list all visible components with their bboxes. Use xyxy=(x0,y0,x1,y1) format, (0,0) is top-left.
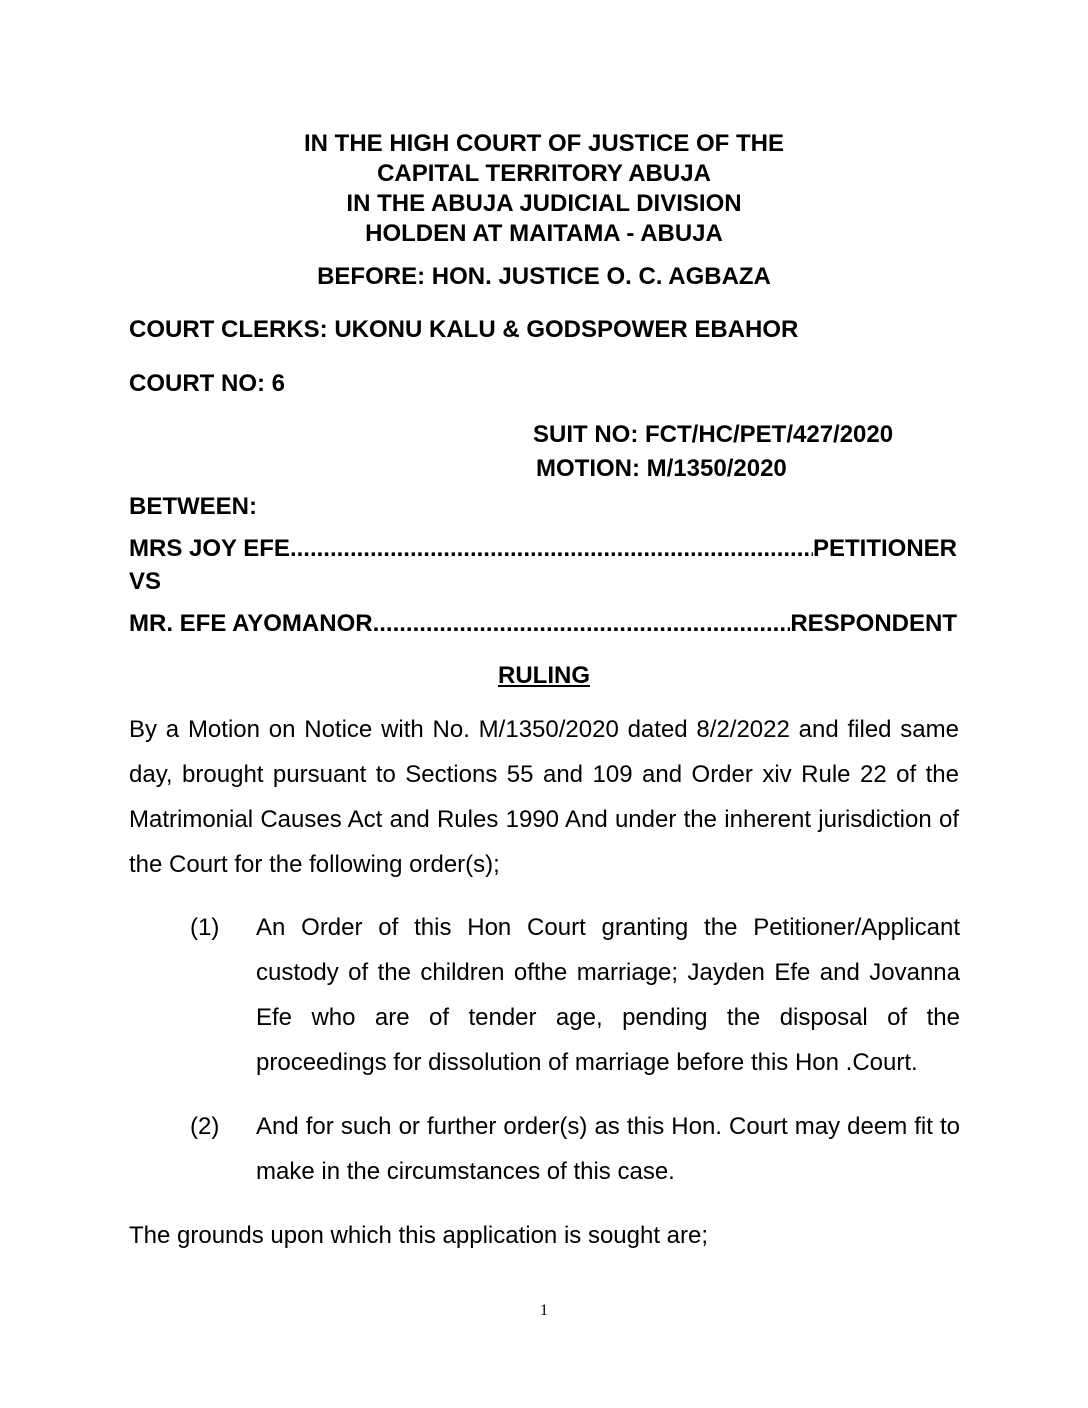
court-heading xyxy=(0,129,1088,249)
motion-number: MOTION: M/1350/2020 xyxy=(536,455,787,482)
petitioner-name: MRS JOY EFE xyxy=(129,535,290,562)
order-text: And for such or further order(s) as this Hon. Court may deem fit to make in the circumstances of this case. xyxy=(256,1113,960,1185)
order-number: (2) xyxy=(190,1113,220,1140)
versus-label: VS xyxy=(129,568,162,595)
between-label: BETWEEN: xyxy=(129,493,257,520)
ruling-title: RULING xyxy=(498,662,590,689)
leader-dots xyxy=(290,535,813,563)
court-number: COURT NO: 6 xyxy=(129,370,285,397)
heading-line-3: IN THE ABUJA JUDICIAL DIVISION xyxy=(346,190,742,217)
heading-line-2: CAPITAL TERRITORY ABUJA xyxy=(377,160,711,187)
respondent-line xyxy=(129,610,957,638)
order-item-2 xyxy=(190,1104,960,1204)
intro-paragraph: By a Motion on Notice with No. M/1350/2020 dated 8/2/2022 and filed same day, brought pursuant to Sections 55 and 109 and Order xiv Rule 22 of the Matrimonial Causes Act and Rules 1990 And under the inherent jurisdiction of the Court for the following order(s); xyxy=(129,716,959,878)
before-judge: BEFORE: HON. JUSTICE O. C. AGBAZA xyxy=(317,263,771,290)
heading-line-1: IN THE HIGH COURT OF JUSTICE OF THE xyxy=(303,130,784,157)
heading-line-4: HOLDEN AT MAITAMA - ABUJA xyxy=(365,220,723,247)
order-number: (1) xyxy=(190,914,220,941)
respondent-name: MR. EFE AYOMANOR xyxy=(129,610,373,637)
petitioner-role: PETITIONER xyxy=(812,535,957,562)
petitioner-line xyxy=(129,535,957,563)
order-text: An Order of this Hon Court granting the Petitioner/Applicant custody of the children ofthe marriage; Jayden Efe and Jovanna Efe who are of tender age, pending the disposal of the proceedings for dissolution of marriage before this Hon .Court. xyxy=(256,914,960,1076)
grounds-line: The grounds upon which this application is sought are; xyxy=(129,1222,709,1249)
order-item-1 xyxy=(190,905,960,1095)
suit-number: SUIT NO: FCT/HC/PET/427/2020 xyxy=(533,421,894,448)
leader-dots xyxy=(373,610,791,638)
respondent-role: RESPONDENT xyxy=(790,610,957,637)
court-clerks: COURT CLERKS: UKONU KALU & GODSPOWER EBAHOR xyxy=(129,316,799,343)
page-number: 1 xyxy=(540,1302,548,1319)
